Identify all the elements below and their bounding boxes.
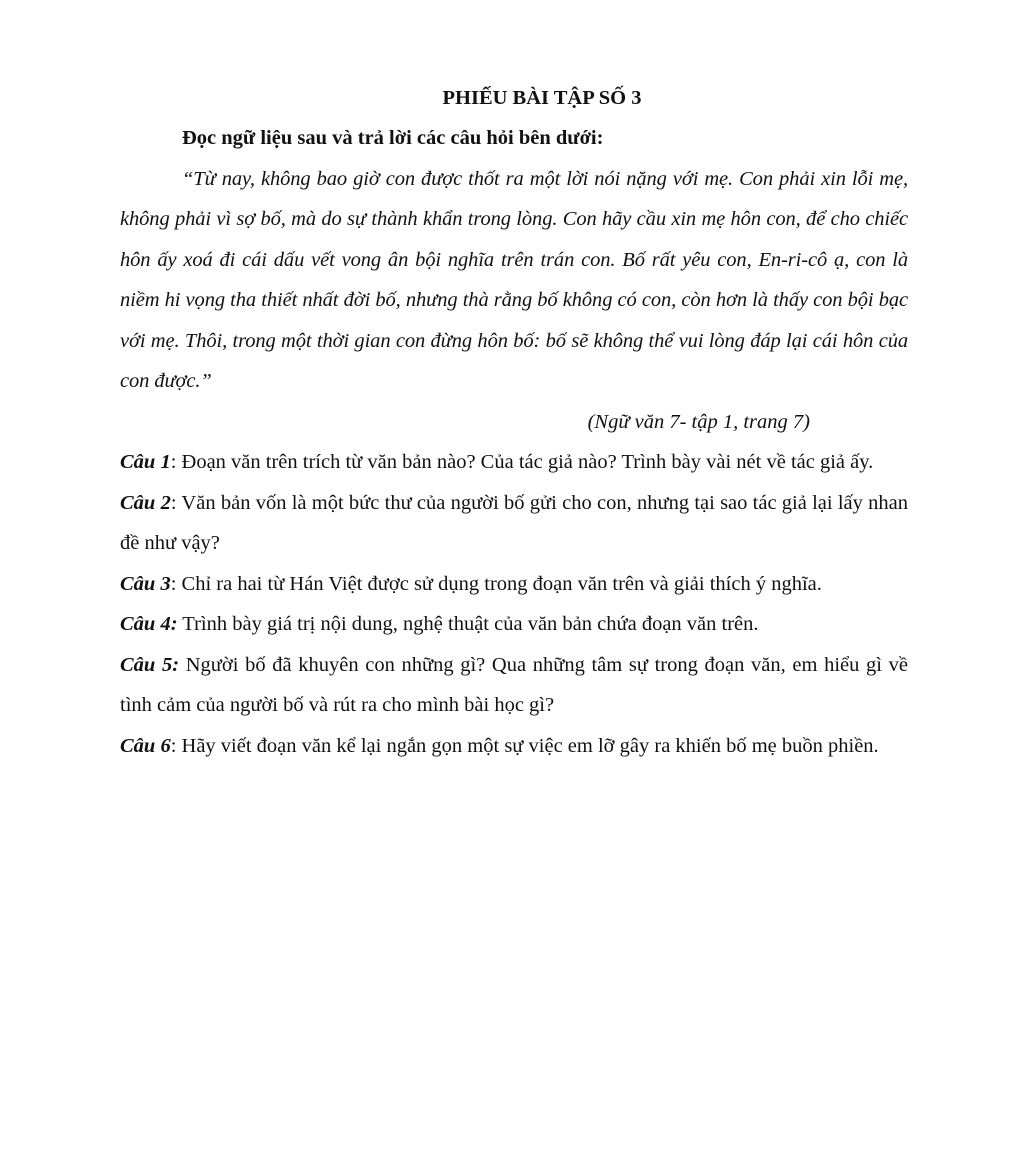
reading-instruction: Đọc ngữ liệu sau và trả lời các câu hỏi bên dưới: bbox=[182, 127, 604, 149]
question-1 bbox=[120, 442, 908, 483]
reading-passage: “Từ nay, không bao giờ con được thốt ra một lời nói nặng với mẹ. Con phải xin lỗi mẹ, không phải vì sợ bố, mà do sự thành khẩn trong lòng. Con hãy cầu xin mẹ hôn con, để cho chiếc hôn ấy xoá đi cái dấu vết vong ân bội nghĩa trên trán con. Bố rất yêu con, En-ri-cô ạ, con là niềm hi vọng tha thiết nhất đời bố, nhưng thà rằng bố không có con, còn hơn là thấy con bội bạc với mẹ. Thôi, trong một thời gian con đừng hôn bố: bố sẽ không thể vui lòng đáp lại cái hôn của con được.” bbox=[120, 167, 908, 392]
question-separator: : bbox=[170, 572, 177, 595]
question-text: Hãy viết đoạn văn kể lại ngắn gọn một sự việc em lỡ gây ra khiến bố mẹ buồn phiền. bbox=[176, 734, 879, 757]
question-label: Câu 4: bbox=[120, 613, 178, 635]
worksheet-page bbox=[120, 78, 908, 766]
question-label: Câu 1 bbox=[120, 451, 171, 473]
question-separator: : bbox=[170, 491, 177, 514]
question-6 bbox=[120, 726, 908, 767]
question-label: Câu 5: bbox=[120, 653, 180, 676]
question-label: Câu 6 bbox=[120, 734, 171, 757]
question-5 bbox=[120, 645, 908, 726]
question-label: Câu 3 bbox=[120, 572, 171, 595]
question-text: Trình bày giá trị nội dung, nghệ thuật của văn bản chứa đoạn văn trên. bbox=[177, 613, 759, 635]
question-text: Đoạn văn trên trích từ văn bản nào? Của tác giả nào? Trình bày vài nét về tác giả ấy. bbox=[176, 451, 874, 473]
question-4 bbox=[120, 604, 908, 645]
question-label: Câu 2 bbox=[120, 491, 171, 514]
question-text: Người bố đã khuyên con những gì? Qua những tâm sự trong đoạn văn, em hiểu gì về tình cảm của người bố và rút ra cho mình bài học gì? bbox=[120, 653, 908, 716]
worksheet-title: PHIẾU BÀI TẬP SỐ 3 bbox=[442, 87, 642, 109]
question-separator: : bbox=[170, 451, 177, 473]
question-3 bbox=[120, 564, 908, 605]
question-text: Chỉ ra hai từ Hán Việt được sử dụng trong đoạn văn trên và giải thích ý nghĩa. bbox=[176, 572, 822, 595]
question-2 bbox=[120, 483, 908, 564]
passage-source: (Ngữ văn 7- tập 1, trang 7) bbox=[587, 410, 810, 433]
question-separator: : bbox=[170, 734, 177, 757]
question-text: Văn bản vốn là một bức thư của người bố gửi cho con, nhưng tại sao tác giả lại lấy nhan đề như vậy? bbox=[120, 491, 909, 554]
